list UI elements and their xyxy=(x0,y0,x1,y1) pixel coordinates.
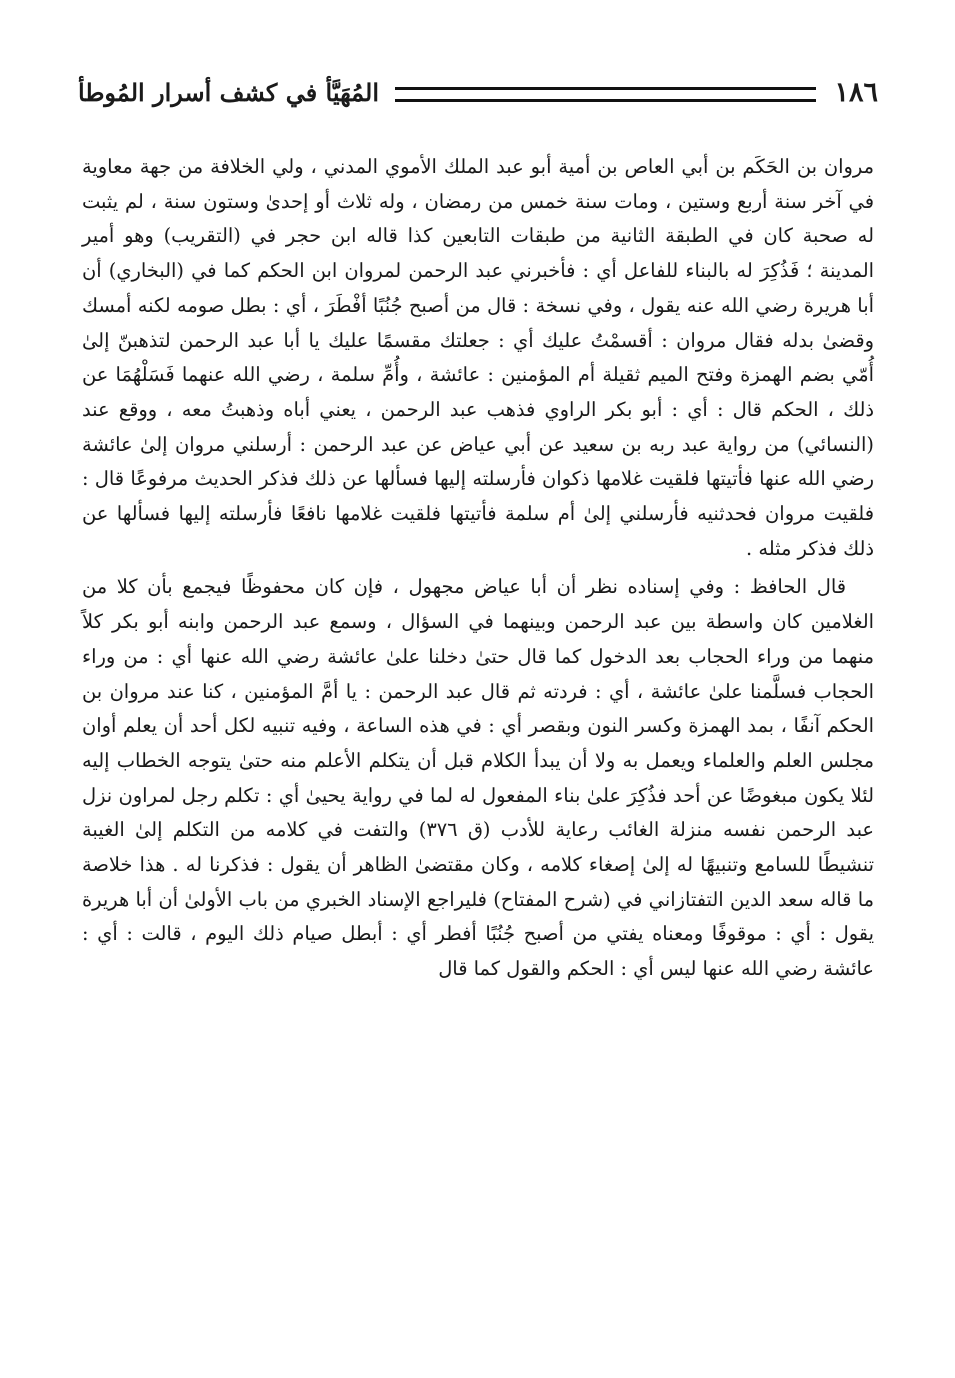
page-body xyxy=(82,150,874,987)
paragraph: قال الحافظ : وفي إسناده نظر أن أبا عياض مجهول ، فإن كان محفوظًا فيجمع بأن كلا من الغلامين كان واسطة بين عبد الرحمن وبينهما في السؤال ، وسمع عبد الرحمن وابنه أبو بكر كلاً منهما من وراء الحجاب بعد الدخول كما قال حتىٰ دخلنا علىٰ عائشة رضي الله عنها أي : من وراء الحجاب فسلَّمنا علىٰ عائشة ، أي : فردته ثم قال عبد الرحمن : يا أمَّ المؤمنين ، كنا عند مروان بن الحكم آنفًا ، بمد الهمزة وكسر النون وبقصر أي : في هذه الساعة ، وفيه تنبيه لكل أحد أن يعلم أوان مجلس العلم والعلماء ويعمل به ولا أن يبدأ الكلام قبل أن يتكلم الأعلم منه حتىٰ يتوجه الخطاب إليه لئلا يكون مبغوضًا عن أحد فذُكِرَ علىٰ بناء المفعول له لما في رواية يحيىٰ أي : تكلم رجل لمراون نزل عبد الرحمن نفسه منزلة الغائب رعاية للأدب (ق ٣٧٦) والتفت في كلامه من التكلم إلىٰ الغيبة تنشيطًا للسامع وتنبيهًا له إلىٰ إصغاء كلامه ، وكان مقتضىٰ الظاهر أن يقول : فذكرنا له . هذا خلاصة ما قاله سعد الدين التفتازاني في (شرح المفتاح) فليراجع الإسناد الخبري من باب الأولىٰ أن أبا هريرة يقول : أي : موقوفًا ومعناه يفتي من أصبح جُنُبًا أفطر أي : أبطل صيام ذلك اليوم ، قالت : أي : عائشة رضي الله عنها ليس أي : الحكم والقول كما قال xyxy=(82,575,874,981)
page-header xyxy=(78,72,878,112)
page-number: ١٨٦ xyxy=(834,76,878,108)
running-title: المُهَيَّأ في كشف أسرار المُوطأ xyxy=(78,77,379,107)
header-rule xyxy=(395,87,816,102)
paragraph: مروان بن الحَكَم بن أبي العاص بن أمية أبو عبد الملك الأموي المدني ، ولي الخلافة من جهة معاوية في آخر سنة أربع وستين ، ومات سنة خمس من رمضان ، وله ثلاث أو إحدىٰ وستون سنة ، لم يثبت له صحبة كان في الطبقة الثانية من طبقات التابعين كذا قاله ابن حجر في (التقريب) وهو أمير المدينة ؛ فَذُكِرَ له بالبناء للفاعل أي : فأخبرني عبد الرحمن لمروان ابن الحكم كما في (البخاري) أن أبا هريرة رضي الله عنه يقول ، وفي نسخة : قال من أصبح جُنُبًا أفْطَرَ ، أي : بطل صومه لكنه أمسك وقضىٰ بدله فقال مروان : أقسمْتُ عليك أي : جعلتك مقسمًا عليك يا أبا عبد الرحمن لتذهبنّ إلىٰ أُمّي بضم الهمزة وفتح الميم ثقيلة أم المؤمنين : عائشة ، وأُمِّ سلمة ، رضي الله عنهما فَسَلْهُمَا عن ذلك ، الحكم قال : أي : أبو بكر الراوي فذهب عبد الرحمن ، يعني أباه وذهبتُ معه ، ووقع عند (النسائي) من رواية عبد ربه بن سعيد عن أبي عياض عن عبد الرحمن : أرسلني مروان إلىٰ عائشة رضي الله عنها فأتيتها فلقيت غلامها ذكوان فأرسلته إليها فسألها عن ذلك فذكر الحديث مرفوعًا قال : فلقيت مروان فحدثنيه فأرسلني إلىٰ أم سلمة فأتيتها فلقيت غلامها نافعًا فأرسلته إليها فسألها عن ذلك فذكر مثله . xyxy=(82,155,874,560)
